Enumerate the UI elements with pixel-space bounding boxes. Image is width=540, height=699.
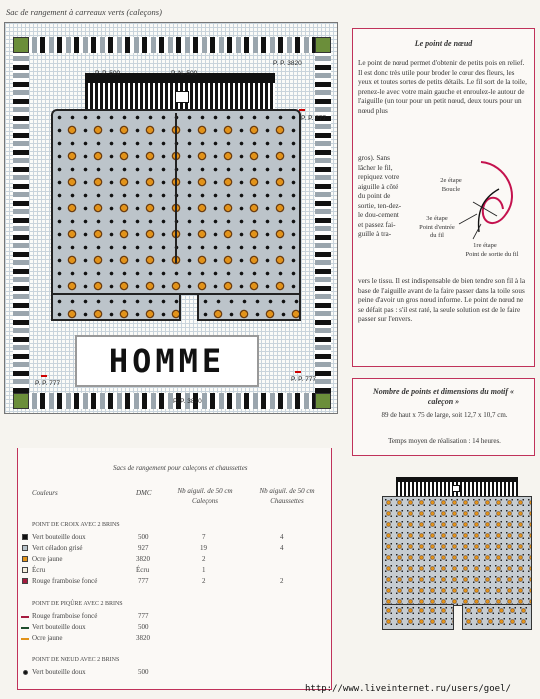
chart-corner-tr: [315, 37, 331, 53]
shorts-fly-seam: [175, 113, 177, 263]
legend-row-dmc: 3820: [136, 555, 150, 563]
knot-title: Le point de nœud: [414, 39, 473, 48]
legend-row-dmc: 500: [138, 623, 149, 631]
homme-panel: [75, 335, 259, 387]
legend-row-name: Ocre jaune: [32, 634, 63, 642]
legend-row-dmc: 500: [138, 668, 149, 676]
stats-time: Temps moyen de réalisation : 14 heures.: [388, 437, 501, 445]
legend-row-dmc: 927: [138, 544, 149, 552]
stats-size: 89 de haut x 75 de large, soit 12,7 x 10,7 cm.: [381, 411, 508, 419]
preview-left-leg: [382, 604, 454, 630]
homme-word: HOMME: [108, 342, 226, 380]
preview-right-leg: [462, 604, 532, 630]
legend-row-name: Vert bouteille doux: [32, 623, 86, 631]
shorts-right-leg: [197, 293, 301, 321]
label-pp3820-top: P. P. 3820: [273, 60, 302, 67]
annotation-step1: 1re étape: [473, 242, 497, 249]
legend-row-dmc: 500: [138, 533, 149, 541]
label-pp3820-bottom: P. P. 3820: [173, 398, 202, 405]
swatch-ochre: [22, 556, 28, 562]
knot-panel: [352, 28, 535, 367]
annotation-step2: 2e étape: [440, 177, 462, 184]
chart-corner-tl: [13, 37, 29, 53]
shorts-button: [175, 91, 189, 103]
tick-red-2: [41, 375, 47, 377]
preview-button: [452, 485, 460, 492]
swatch-grey: [22, 545, 28, 551]
chart-border-right: [315, 53, 331, 393]
legend-header-chaussettes: Nb aiguil. de 50 cm Chaussettes: [259, 487, 315, 505]
legend-row-name: Écru: [32, 566, 46, 574]
shorts-left-leg: [51, 293, 181, 321]
legend-row-chaussettes: 4: [280, 544, 284, 552]
swatch-ecru: [22, 567, 28, 573]
chart-border-bottom: [23, 393, 315, 409]
shorts-preview: [382, 477, 532, 631]
annotation-step3: 3e étape: [426, 215, 448, 222]
legend-row-name: Ocre jaune: [32, 555, 63, 563]
legend-row-dmc: 3820: [136, 634, 150, 642]
legend-row-chaussettes: 2: [280, 577, 284, 585]
annotation-exit: Point de sortie du fil: [465, 251, 519, 258]
legend-header-calecons: Nb aiguil. de 50 cm Caleçons: [177, 487, 233, 505]
legend-row-calecons: 7: [202, 533, 206, 541]
label-pp777-bottom-right: P. P. 777: [291, 376, 317, 383]
legend-row-name: Rouge framboise foncé: [32, 577, 98, 585]
chart-border-top: [23, 37, 315, 53]
legend-row-name: Vert céladon grisé: [32, 544, 83, 552]
legend-section-title: POINT DE CROIX AVEC 2 BRINS: [32, 522, 120, 528]
stats-box: [352, 378, 535, 456]
legend-section-title: POINT DE PIQÛRE AVEC 2 BRINS: [32, 601, 123, 607]
line-red: [21, 616, 29, 618]
legend-row-name: Rouge framboise foncé: [32, 612, 98, 620]
legend-row-name: Vert bouteille doux: [32, 533, 86, 541]
legend-row-dmc: 777: [138, 577, 149, 585]
line-green: [21, 627, 29, 629]
legend-title: Sacs de rangement pour caleçons et chaussettes: [113, 464, 248, 472]
tick-red-1: [299, 109, 305, 111]
label-pp500: P. P. 500: [95, 70, 121, 77]
legend-header-colors: Couleurs: [32, 489, 58, 497]
cross-stitch-chart: [4, 22, 338, 414]
legend-table: [17, 448, 332, 690]
tick-red-3: [295, 371, 301, 373]
legend-row-calecons: 1: [202, 566, 206, 574]
label-pn500: P. N. 500: [171, 70, 198, 77]
swatch-black: [22, 534, 28, 540]
swatch-knot-dot: [23, 670, 28, 675]
label-pp777-right: P. P. 777: [301, 115, 327, 122]
label-pp777-left: P. P. 777: [35, 380, 61, 387]
legend-section-title: POINT DE NŒUD AVEC 2 BRINS: [32, 657, 120, 663]
knot-text-left: gros). Sans lâcher le fil, repiquez votre aiguille à côté du point de sortie, ten-dez-le dou-cement et passez fai-guille à tra-: [358, 154, 402, 238]
knot-text-top: Le point de nœud permet d'obtenir de petits pois en relief. Il est donc très utile pour broder le cœur des fleurs, les yeux et toutes sortes de petits détails. Le fil sort de la toile, prenez-le avec votre main gauche et enroulez-le autour de l'aiguille (un tour pour un petit nœud, deux tours pour un nœud plus: [358, 59, 527, 115]
preview-body: [382, 496, 532, 606]
legend-row-dmc: Écru: [136, 566, 150, 574]
swatch-red: [22, 578, 28, 584]
annotation-entry: Point d'entrée du fil: [419, 224, 455, 239]
legend-header-dmc: DMC: [136, 489, 152, 497]
legend-row-calecons: 2: [202, 555, 206, 563]
knot-text-bottom: vers le tissu. Il est indispensable de bien tendre son fil à la base de l'aiguille avant de la faire passer dans la toile sous peine d'avoir un gros nœud informe. Le point de nœud ne se défait pas : s'il est raté, la seule solution est de le faire passer sur l'envers.: [358, 277, 526, 323]
page-title: Sac de rangement à carreaux verts (caleçons): [6, 7, 162, 17]
legend-row-dmc: 777: [138, 612, 149, 620]
legend-row-calecons: 19: [200, 544, 207, 552]
legend-row-name: Vert bouteille doux: [32, 668, 86, 676]
line-ochre: [21, 638, 29, 640]
annotation-loop: Boucle: [441, 186, 461, 193]
legend-row-calecons: 2: [202, 577, 206, 585]
stats-heading: Nombre de points et dimensions du motif « caleçon »: [372, 387, 515, 406]
source-url: http://www.liveinternet.ru/users/goel/: [305, 684, 511, 694]
legend-row-chaussettes: 4: [280, 533, 284, 541]
chart-border-left: [13, 53, 29, 393]
chart-corner-bl: [13, 393, 29, 409]
chart-corner-br: [315, 393, 331, 409]
